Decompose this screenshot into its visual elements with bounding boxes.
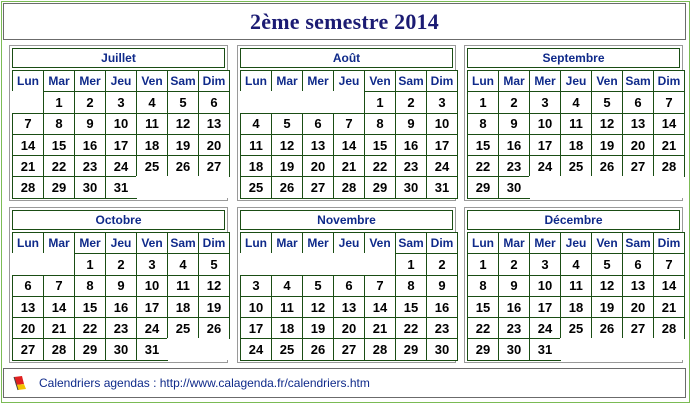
weekday-header: Jeu — [105, 70, 137, 92]
day-cell: 13 — [622, 113, 654, 135]
day-cell: 30 — [74, 176, 106, 198]
day-cell: 15 — [395, 296, 427, 318]
day-cell: 29 — [43, 176, 75, 198]
empty-cell — [240, 253, 271, 274]
day-cell: 3 — [529, 91, 561, 113]
day-cell: 19 — [591, 296, 623, 318]
day-cell: 4 — [560, 253, 592, 275]
month-juillet — [9, 45, 228, 201]
weekday-header: Sam — [395, 232, 427, 254]
day-cell: 19 — [198, 296, 230, 318]
day-cell: 11 — [136, 113, 168, 135]
weekday-header: Jeu — [560, 232, 592, 254]
day-cell: 5 — [591, 253, 623, 275]
day-cell: 17 — [105, 134, 137, 156]
day-cell: 22 — [467, 155, 499, 177]
empty-cell — [302, 253, 333, 274]
empty-cell — [653, 176, 684, 197]
day-cell: 16 — [426, 296, 458, 318]
weekday-header: Jeu — [333, 232, 365, 254]
day-cell: 31 — [529, 338, 561, 360]
day-cell: 19 — [271, 155, 303, 177]
day-cell: 9 — [498, 113, 530, 135]
day-cell: 6 — [302, 113, 334, 135]
day-cell: 3 — [136, 253, 168, 275]
empty-cell — [167, 338, 198, 359]
weekday-header: Jeu — [333, 70, 365, 92]
empty-cell — [622, 176, 653, 197]
day-cell: 26 — [591, 155, 623, 177]
day-cell: 25 — [560, 155, 592, 177]
day-cell: 9 — [395, 113, 427, 135]
month-name: Décembre — [467, 210, 680, 230]
day-cell: 20 — [622, 134, 654, 156]
day-cell: 26 — [198, 317, 230, 339]
month-name: Août — [240, 48, 453, 68]
day-cell: 5 — [198, 253, 230, 275]
day-cell: 13 — [333, 296, 365, 318]
day-cell: 20 — [333, 317, 365, 339]
day-cell: 19 — [167, 134, 199, 156]
day-cell: 10 — [426, 113, 458, 135]
weekday-header: Dim — [198, 70, 230, 92]
day-cell: 23 — [426, 317, 458, 339]
day-cell: 2 — [395, 91, 427, 113]
day-cell: 25 — [560, 317, 592, 339]
day-cell: 7 — [12, 113, 44, 135]
day-cell: 8 — [467, 113, 499, 135]
day-cell: 1 — [364, 91, 396, 113]
weekday-header: Dim — [653, 232, 685, 254]
day-cell: 14 — [364, 296, 396, 318]
day-cell: 9 — [74, 113, 106, 135]
day-cell: 30 — [395, 176, 427, 198]
weekday-header: Mer — [529, 70, 561, 92]
day-cell: 5 — [591, 91, 623, 113]
day-cell: 27 — [622, 317, 654, 339]
month-grid — [467, 70, 684, 198]
day-cell: 9 — [105, 275, 137, 297]
day-cell: 1 — [74, 253, 106, 275]
day-cell: 21 — [43, 317, 75, 339]
weekday-header: Ven — [591, 70, 623, 92]
weekday-header: Mer — [74, 70, 106, 92]
day-cell: 10 — [529, 113, 561, 135]
page-title: 2ème semestre 2014 — [250, 8, 439, 34]
day-cell: 30 — [105, 338, 137, 360]
day-cell: 13 — [12, 296, 44, 318]
day-cell: 11 — [240, 134, 272, 156]
day-cell: 10 — [136, 275, 168, 297]
day-cell: 17 — [529, 296, 561, 318]
empty-cell — [333, 253, 364, 274]
day-cell: 8 — [395, 275, 427, 297]
empty-cell — [622, 338, 653, 359]
weekday-header: Ven — [591, 232, 623, 254]
day-cell: 19 — [591, 134, 623, 156]
weekday-header: Sam — [622, 70, 654, 92]
weekday-header: Jeu — [105, 232, 137, 254]
day-cell: 26 — [591, 317, 623, 339]
weekday-header: Sam — [622, 232, 654, 254]
day-cell: 24 — [426, 155, 458, 177]
day-cell: 3 — [426, 91, 458, 113]
day-cell: 4 — [271, 275, 303, 297]
day-cell: 4 — [136, 91, 168, 113]
day-cell: 12 — [167, 113, 199, 135]
day-cell: 10 — [529, 275, 561, 297]
day-cell: 24 — [105, 155, 137, 177]
day-cell: 2 — [498, 91, 530, 113]
day-cell: 14 — [653, 113, 685, 135]
month-name: Octobre — [12, 210, 225, 230]
weekday-header: Sam — [167, 232, 199, 254]
day-cell: 4 — [560, 91, 592, 113]
day-cell: 27 — [12, 338, 44, 360]
empty-cell — [591, 338, 622, 359]
weekday-header: Sam — [395, 70, 427, 92]
day-cell: 28 — [653, 317, 685, 339]
day-cell: 16 — [395, 134, 427, 156]
day-cell: 28 — [333, 176, 365, 198]
day-cell: 15 — [43, 134, 75, 156]
day-cell: 8 — [74, 275, 106, 297]
empty-cell — [240, 91, 271, 112]
day-cell: 18 — [136, 134, 168, 156]
day-cell: 27 — [302, 176, 334, 198]
empty-cell — [302, 91, 333, 112]
day-cell: 29 — [467, 338, 499, 360]
day-cell: 18 — [560, 296, 592, 318]
day-cell: 22 — [364, 155, 396, 177]
empty-cell — [167, 176, 198, 197]
day-cell: 11 — [560, 275, 592, 297]
day-cell: 12 — [302, 296, 334, 318]
day-cell: 3 — [529, 253, 561, 275]
weekday-header: Mer — [74, 232, 106, 254]
day-cell: 20 — [198, 134, 230, 156]
weekday-header: Sam — [167, 70, 199, 92]
weekday-header: Mer — [529, 232, 561, 254]
day-cell: 30 — [498, 338, 530, 360]
empty-cell — [136, 176, 167, 197]
day-cell: 28 — [653, 155, 685, 177]
day-cell: 11 — [167, 275, 199, 297]
day-cell: 25 — [271, 338, 303, 360]
month-août — [237, 45, 456, 201]
weekday-header: Mer — [302, 232, 334, 254]
day-cell: 18 — [240, 155, 272, 177]
day-cell: 30 — [426, 338, 458, 360]
day-cell: 29 — [74, 338, 106, 360]
weekday-header: Mar — [271, 232, 303, 254]
day-cell: 5 — [302, 275, 334, 297]
weekday-header: Mer — [302, 70, 334, 92]
day-cell: 6 — [622, 91, 654, 113]
day-cell: 8 — [467, 275, 499, 297]
day-cell: 27 — [333, 338, 365, 360]
day-cell: 15 — [467, 134, 499, 156]
day-cell: 2 — [498, 253, 530, 275]
weekday-header: Lun — [12, 232, 44, 254]
day-cell: 14 — [333, 134, 365, 156]
day-cell: 6 — [12, 275, 44, 297]
day-cell: 21 — [653, 296, 685, 318]
day-cell: 6 — [333, 275, 365, 297]
weekday-header: Mar — [43, 70, 75, 92]
day-cell: 3 — [105, 91, 137, 113]
month-grid — [12, 232, 229, 360]
weekday-header: Ven — [136, 70, 168, 92]
day-cell: 5 — [271, 113, 303, 135]
day-cell: 19 — [302, 317, 334, 339]
day-cell: 9 — [498, 275, 530, 297]
day-cell: 1 — [395, 253, 427, 275]
day-cell: 14 — [653, 275, 685, 297]
month-name: Novembre — [240, 210, 453, 230]
day-cell: 6 — [622, 253, 654, 275]
weekday-header: Dim — [198, 232, 230, 254]
day-cell: 22 — [43, 155, 75, 177]
day-cell: 13 — [198, 113, 230, 135]
day-cell: 11 — [271, 296, 303, 318]
weekday-header: Lun — [12, 70, 44, 92]
day-cell: 15 — [74, 296, 106, 318]
month-name: Juillet — [12, 48, 225, 68]
day-cell: 28 — [12, 176, 44, 198]
day-cell: 24 — [529, 317, 561, 339]
day-cell: 26 — [302, 338, 334, 360]
month-grid — [467, 232, 684, 360]
day-cell: 24 — [136, 317, 168, 339]
footer — [3, 368, 686, 398]
day-cell: 29 — [364, 176, 396, 198]
day-cell: 18 — [167, 296, 199, 318]
weekday-header: Ven — [364, 232, 396, 254]
weekday-header: Mar — [498, 232, 530, 254]
day-cell: 16 — [74, 134, 106, 156]
day-cell: 12 — [271, 134, 303, 156]
day-cell: 24 — [240, 338, 272, 360]
weekday-header: Ven — [364, 70, 396, 92]
empty-cell — [12, 91, 43, 112]
day-cell: 13 — [302, 134, 334, 156]
empty-cell — [271, 91, 302, 112]
day-cell: 24 — [529, 155, 561, 177]
day-cell: 1 — [467, 91, 499, 113]
day-cell: 27 — [198, 155, 230, 177]
day-cell: 28 — [43, 338, 75, 360]
day-cell: 25 — [136, 155, 168, 177]
day-cell: 20 — [622, 296, 654, 318]
day-cell: 4 — [167, 253, 199, 275]
day-cell: 23 — [105, 317, 137, 339]
day-cell: 12 — [591, 275, 623, 297]
day-cell: 16 — [498, 134, 530, 156]
day-cell: 21 — [653, 134, 685, 156]
day-cell: 10 — [105, 113, 137, 135]
day-cell: 20 — [12, 317, 44, 339]
month-grid — [12, 70, 229, 198]
empty-cell — [591, 176, 622, 197]
day-cell: 23 — [498, 155, 530, 177]
day-cell: 29 — [395, 338, 427, 360]
empty-cell — [529, 176, 560, 197]
weekday-header: Lun — [240, 232, 272, 254]
month-octobre — [9, 207, 228, 363]
day-cell: 6 — [198, 91, 230, 113]
day-cell: 2 — [74, 91, 106, 113]
day-cell: 23 — [74, 155, 106, 177]
day-cell: 28 — [364, 338, 396, 360]
weekday-header: Dim — [426, 232, 458, 254]
empty-cell — [333, 91, 364, 112]
empty-cell — [12, 253, 43, 274]
day-cell: 4 — [240, 113, 272, 135]
day-cell: 29 — [467, 176, 499, 198]
day-cell: 22 — [395, 317, 427, 339]
day-cell: 15 — [364, 134, 396, 156]
day-cell: 12 — [591, 113, 623, 135]
day-cell: 17 — [240, 317, 272, 339]
day-cell: 30 — [498, 176, 530, 198]
day-cell: 21 — [333, 155, 365, 177]
day-cell: 7 — [333, 113, 365, 135]
footer-link[interactable]: Calendriers agendas : http://www.calagenda.fr/calendriers.htm — [39, 376, 370, 390]
day-cell: 5 — [167, 91, 199, 113]
day-cell: 26 — [271, 176, 303, 198]
day-cell: 11 — [560, 113, 592, 135]
month-grid — [240, 70, 457, 198]
month-novembre — [237, 207, 456, 363]
day-cell: 18 — [560, 134, 592, 156]
day-cell: 7 — [653, 91, 685, 113]
day-cell: 8 — [43, 113, 75, 135]
day-cell: 20 — [302, 155, 334, 177]
empty-cell — [560, 176, 591, 197]
month-septembre — [464, 45, 683, 201]
weekday-header: Ven — [136, 232, 168, 254]
day-cell: 14 — [43, 296, 75, 318]
day-cell: 26 — [167, 155, 199, 177]
day-cell: 1 — [467, 253, 499, 275]
day-cell: 7 — [364, 275, 396, 297]
empty-cell — [198, 338, 229, 359]
empty-cell — [560, 338, 591, 359]
day-cell: 27 — [622, 155, 654, 177]
day-cell: 7 — [653, 253, 685, 275]
day-cell: 3 — [240, 275, 272, 297]
weekday-header: Dim — [426, 70, 458, 92]
title-bar — [3, 3, 686, 40]
weekday-header: Lun — [467, 232, 499, 254]
empty-cell — [271, 253, 302, 274]
day-cell: 16 — [498, 296, 530, 318]
weekday-header: Lun — [240, 70, 272, 92]
day-cell: 25 — [240, 176, 272, 198]
day-cell: 17 — [136, 296, 168, 318]
calendar-flag-icon — [13, 375, 31, 391]
month-décembre — [464, 207, 683, 363]
day-cell: 15 — [467, 296, 499, 318]
day-cell: 13 — [622, 275, 654, 297]
day-cell: 17 — [426, 134, 458, 156]
day-cell: 17 — [529, 134, 561, 156]
day-cell: 16 — [105, 296, 137, 318]
weekday-header: Mar — [498, 70, 530, 92]
day-cell: 22 — [467, 317, 499, 339]
day-cell: 7 — [43, 275, 75, 297]
day-cell: 23 — [395, 155, 427, 177]
empty-cell — [198, 176, 229, 197]
weekday-header: Dim — [653, 70, 685, 92]
day-cell: 12 — [198, 275, 230, 297]
day-cell: 18 — [271, 317, 303, 339]
day-cell: 22 — [74, 317, 106, 339]
month-name: Septembre — [467, 48, 680, 68]
day-cell: 2 — [426, 253, 458, 275]
day-cell: 31 — [136, 338, 168, 360]
empty-cell — [364, 253, 395, 274]
day-cell: 1 — [43, 91, 75, 113]
day-cell: 2 — [105, 253, 137, 275]
day-cell: 10 — [240, 296, 272, 318]
day-cell: 9 — [426, 275, 458, 297]
day-cell: 25 — [167, 317, 199, 339]
day-cell: 31 — [426, 176, 458, 198]
day-cell: 31 — [105, 176, 137, 198]
empty-cell — [653, 338, 684, 359]
month-grid — [240, 232, 457, 360]
weekday-header: Mar — [271, 70, 303, 92]
day-cell: 23 — [498, 317, 530, 339]
day-cell: 8 — [364, 113, 396, 135]
day-cell: 21 — [12, 155, 44, 177]
weekday-header: Lun — [467, 70, 499, 92]
day-cell: 21 — [364, 317, 396, 339]
empty-cell — [43, 253, 74, 274]
weekday-header: Mar — [43, 232, 75, 254]
day-cell: 14 — [12, 134, 44, 156]
weekday-header: Jeu — [560, 70, 592, 92]
